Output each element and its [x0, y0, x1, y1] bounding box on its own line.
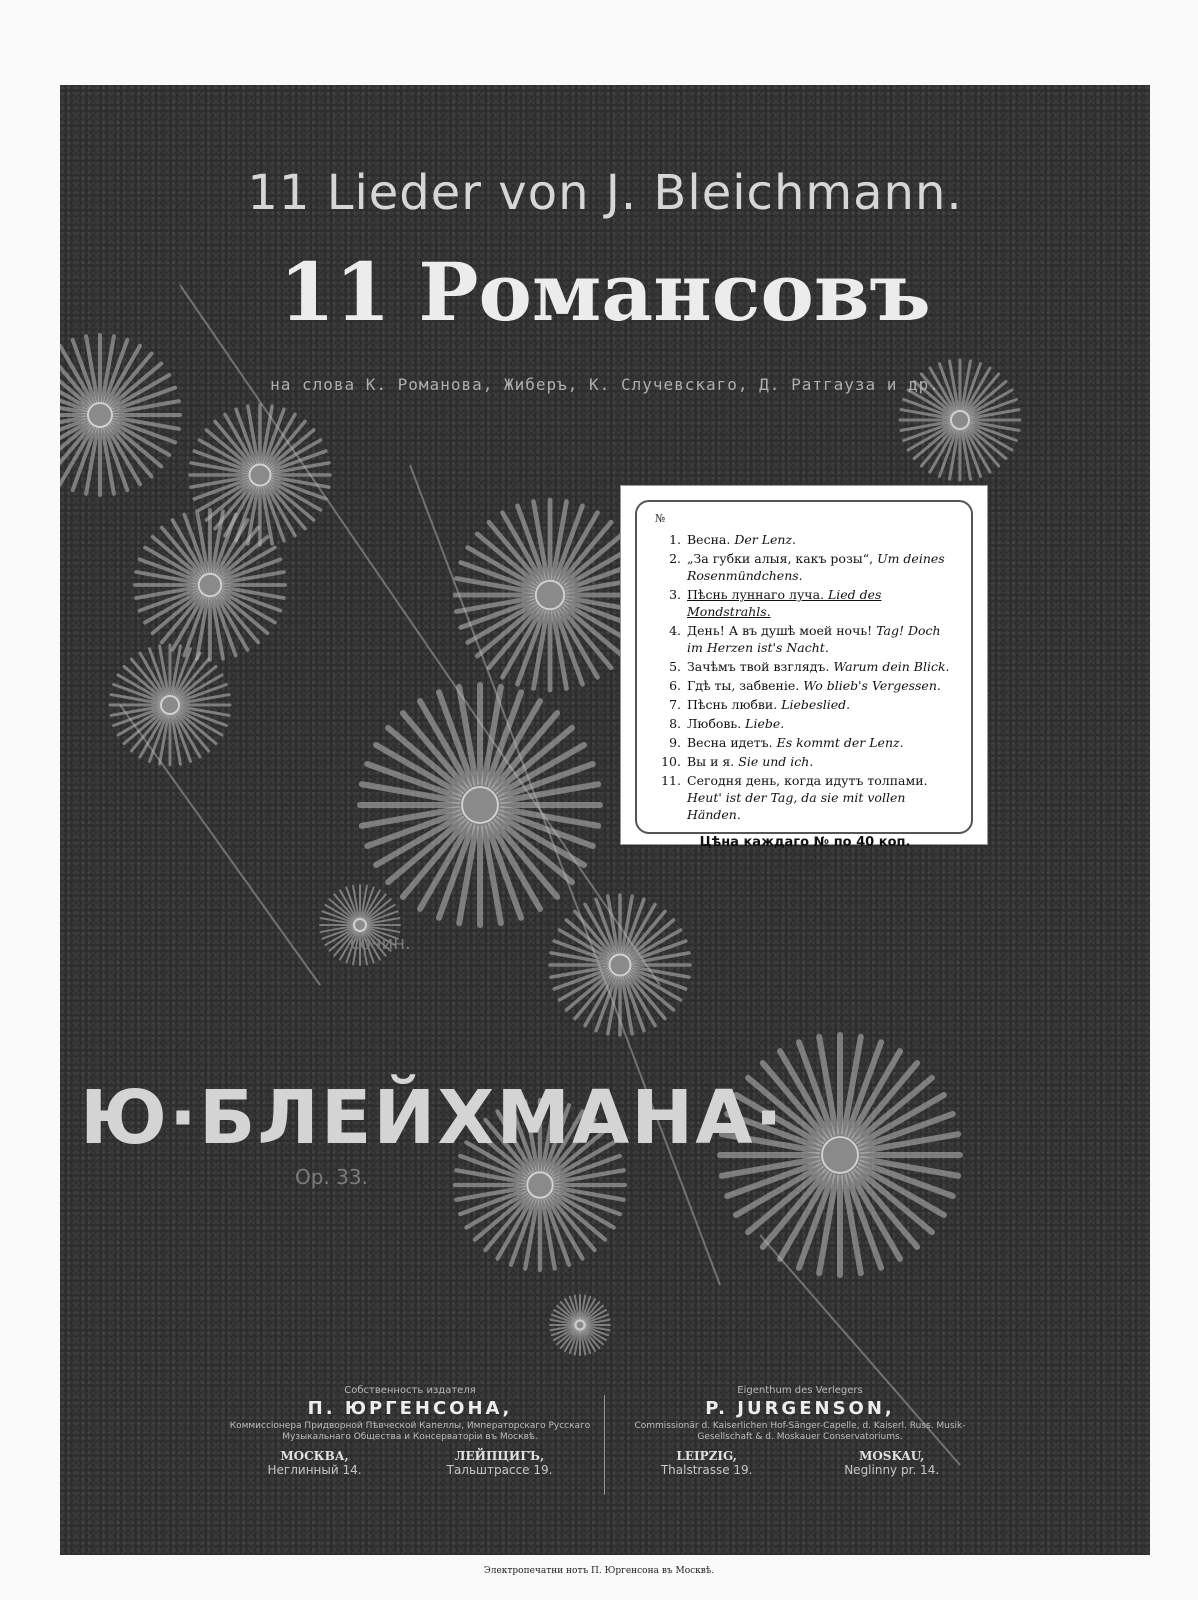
publisher-name-de: P. JURGENSON, — [705, 1398, 895, 1419]
publisher-desc-de: Commissionär d. Kaiserlichen Hof-Sänger-Capelle, d. Kaiserl. Russ. Musik-Gesellschaft & d. Moskauer Conservatoriums. — [634, 1421, 966, 1442]
publisher-desc-ru: Коммиссіонера Придворной Пѣвческой Капеллы, Императорскаго Русскаго Музыкальнаго Общества и Консерваторіи въ Москвѣ. — [229, 1421, 591, 1442]
cities-ru — [225, 1449, 595, 1477]
subtitle: на слова К. Романова, Жиберъ, К. Случевскаго, Д. Ратгауза и др. — [270, 375, 940, 394]
chrysanthemum-flower — [110, 645, 230, 765]
composer-name: Ю·БЛЕЙХМАНА· — [80, 1075, 785, 1161]
title-russian: 11 Романсовъ — [279, 245, 931, 339]
catalog-number: № 28842. — [778, 860, 832, 873]
ownership-label-ru: Собственность издателя — [344, 1385, 476, 1396]
song-item-9: 9. Весна идетъ. Es kommt der Lenz. — [669, 735, 904, 750]
imprint-german — [615, 1385, 985, 1477]
song-item-3: 3. Пѣснь луннаго луча. Lied des Mondstrahls. — [669, 587, 882, 619]
flower-stem — [120, 705, 320, 985]
city-leipzig-ru: ЛЕЙПЦИГЪ, Тальштрассе 19. — [446, 1449, 553, 1477]
city-moskau: MOSKAU, Neglinny pr. 14. — [844, 1449, 940, 1477]
opus-number: Ор. 33. — [295, 1165, 368, 1189]
cities-de — [615, 1449, 985, 1477]
imprint-divider — [604, 1395, 605, 1495]
city-moscow: МОСКВА, Неглинный 14. — [267, 1449, 362, 1477]
song-item-11: 11. Сегодня день, когда идутъ толпами. Heut' ist der Tag, da sie mit vollen Händen. — [661, 773, 928, 822]
chrysanthemum-flower — [550, 1295, 610, 1355]
song-item-10: 10. Вы и я. Sie und ich. — [661, 754, 814, 769]
printer-note: Электропечатни нотъ П. Юргенсона въ Москвѣ. — [483, 1566, 715, 1576]
chrysanthemum-flower — [135, 510, 285, 660]
song-item-8: 8. Любовь. Liebe. — [669, 716, 785, 731]
ownership-label-de: Eigenthum des Verlegers — [737, 1385, 863, 1396]
number-heading: № — [655, 512, 666, 525]
song-item-6: 6. Гдѣ ты, забвеніе. Wo blieb's Vergessen. — [669, 678, 941, 693]
song-item-4: 4. День! А въ душѣ моей ночь! Tag! Doch im Herzen ist's Nacht. — [669, 623, 941, 655]
song-item-7: 7. Пѣснь любви. Liebeslied. — [669, 697, 851, 712]
soch-label: сочин. — [350, 933, 411, 954]
contents-panel — [620, 485, 988, 873]
cover-art — [60, 85, 1150, 1555]
contents-frame — [635, 500, 973, 873]
song-item-1: 1. Весна. Der Lenz. — [669, 532, 797, 547]
song-item-2: 2. „За губки алыя, какъ розы“, Um deines Rosenmündchens. — [669, 551, 945, 583]
city-leipzig: LEIPZIG, Thalstrasse 19. — [660, 1449, 753, 1477]
imprint-russian — [225, 1385, 595, 1477]
chrysanthemum-flower — [550, 895, 690, 1035]
publisher-name-ru: П. ЮРГЕНСОНА, — [307, 1398, 513, 1419]
title-german: 11 Lieder von J. Bleichmann. — [247, 165, 963, 221]
price-line: Цѣна каждаго № по 40 коп. — [699, 835, 911, 850]
song-list — [655, 531, 955, 823]
publisher-imprint — [225, 1385, 985, 1505]
song-item-5: 5. Зачѣмъ твой взглядъ. Warum dein Blick. — [669, 659, 950, 674]
chrysanthemum-flower — [60, 335, 180, 495]
